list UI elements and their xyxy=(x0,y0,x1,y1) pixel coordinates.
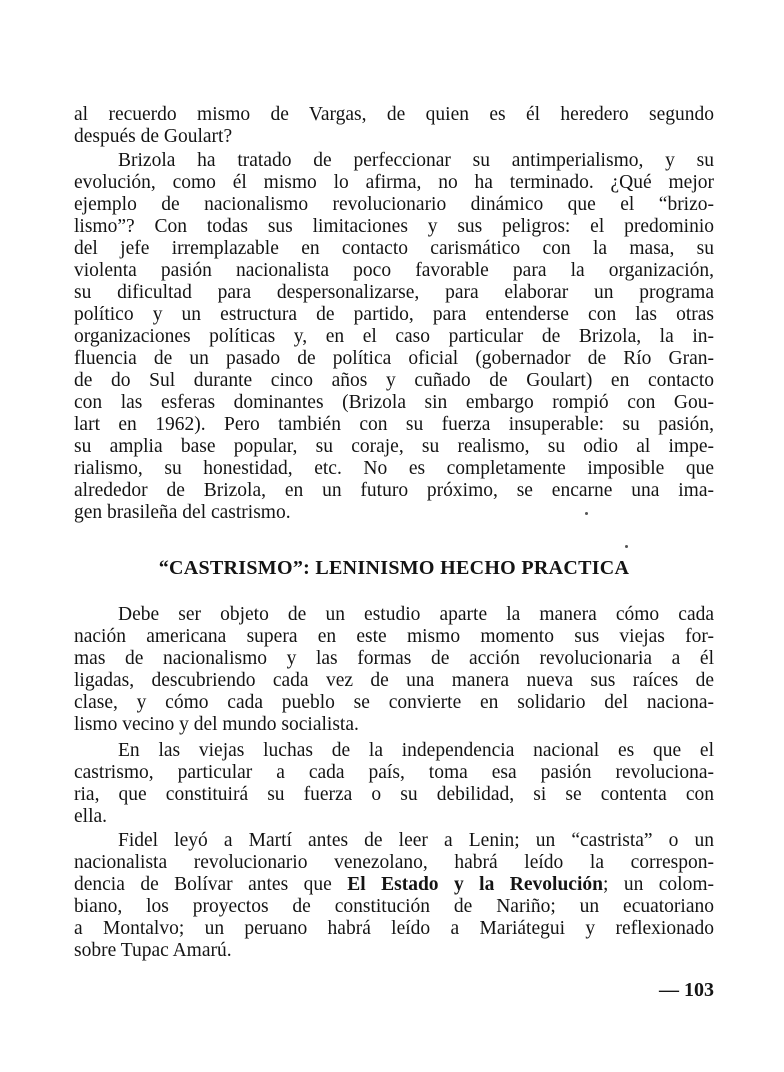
text-line: clase, y cómo cada pueblo se convierte en solidario del naciona- xyxy=(74,692,714,713)
text-line: del jefe irremplazable en contacto carismático con la masa, su xyxy=(74,238,714,259)
text-line: Fidel leyó a Martí antes de leer a Lenin; un “castrista” o un xyxy=(118,830,714,851)
section-heading: “CASTRISMO”: LENINISMO HECHO PRACTICA xyxy=(158,557,630,579)
text-fragment: dencia de Bolívar antes que xyxy=(74,874,348,895)
text-line: violenta pasión nacionalista poco favorable para la organización, xyxy=(74,260,714,281)
text-line: nación americana supera en este mismo momento sus viejas for- xyxy=(74,626,714,647)
paragraph-brizola xyxy=(74,150,714,524)
text-line: con las esferas dominantes (Brizola sin embargo rompió con Gou- xyxy=(74,392,714,413)
text-line: ejemplo de nacionalismo revolucionario dinámico que el “brizo- xyxy=(74,194,714,215)
book-title: El Estado y la Revolución xyxy=(347,874,603,895)
text-line: ria, que constituirá su fuerza o su debilidad, si se contenta con xyxy=(74,784,714,805)
text-line: organizaciones políticas y, en el caso particular de Brizola, la in- xyxy=(74,326,714,347)
scan-speck xyxy=(625,545,628,548)
scan-speck xyxy=(585,512,588,515)
text-line: al recuerdo mismo de Vargas, de quien es él heredero segundo xyxy=(74,104,714,125)
text-line: En las viejas luchas de la independencia nacional es que el xyxy=(118,740,714,761)
text-line: a Montalvo; un peruano habrá leído a Mariátegui y reflexionado xyxy=(74,918,714,939)
text-line: castrismo, particular a cada país, toma esa pasión revoluciona- xyxy=(74,762,714,783)
text-line: sobre Tupac Amarú. xyxy=(74,940,232,961)
text-line: ligadas, descubriendo cada vez de una manera nueva sus raíces de xyxy=(74,670,714,691)
text-line: su amplia base popular, su coraje, su realismo, su odio al impe- xyxy=(74,436,714,457)
text-line: alrededor de Brizola, en un futuro próximo, se encarne una ima- xyxy=(74,480,714,501)
text-line: fluencia de un pasado de política oficial (gobernador de Río Gran- xyxy=(74,348,714,369)
text-line: biano, los proyectos de constitución de Nariño; un ecuatoriano xyxy=(74,896,714,917)
paragraph-luchas xyxy=(74,740,714,828)
paragraph-fidel xyxy=(74,830,714,962)
text-line: lart en 1962). Pero también con su fuerza insuperable: su pasión, xyxy=(74,414,714,435)
text-line: Debe ser objeto de un estudio aparte la manera cómo cada xyxy=(118,604,714,625)
paragraph-nacion xyxy=(74,604,714,736)
paragraph-continuation xyxy=(74,104,714,148)
text-line: evolución, como él mismo lo afirma, no ha terminado. ¿Qué mejor xyxy=(74,172,714,193)
text-line: lismo vecino y del mundo socialista. xyxy=(74,714,359,735)
text-line: mas de nacionalismo y las formas de acción revolucionaria a él xyxy=(74,648,714,669)
text-line: lismo”? Con todas sus limitaciones y sus peligros: el predominio xyxy=(74,216,714,237)
text-line: gen brasileña del castrismo. xyxy=(74,502,291,523)
text-line: ella. xyxy=(74,806,108,827)
text-line: de do Sul durante cinco años y cuñado de Goulart) en contacto xyxy=(74,370,714,391)
text-line-with-title xyxy=(74,874,714,896)
text-fragment: ; un colom- xyxy=(602,874,714,895)
text-line: después de Goulart? xyxy=(74,126,233,147)
text-line: rialismo, su honestidad, etc. No es completamente imposible que xyxy=(74,458,714,479)
text-line: Brizola ha tratado de perfeccionar su antimperialismo, y su xyxy=(118,150,714,171)
page-number: — 103 xyxy=(659,979,714,1001)
text-line: nacionalista revolucionario venezolano, habrá leído la correspon- xyxy=(74,852,714,873)
text-line: su dificultad para despersonalizarse, para elaborar un programa xyxy=(74,282,714,303)
text-line: político y un estructura de partido, para entenderse con las otras xyxy=(74,304,714,325)
